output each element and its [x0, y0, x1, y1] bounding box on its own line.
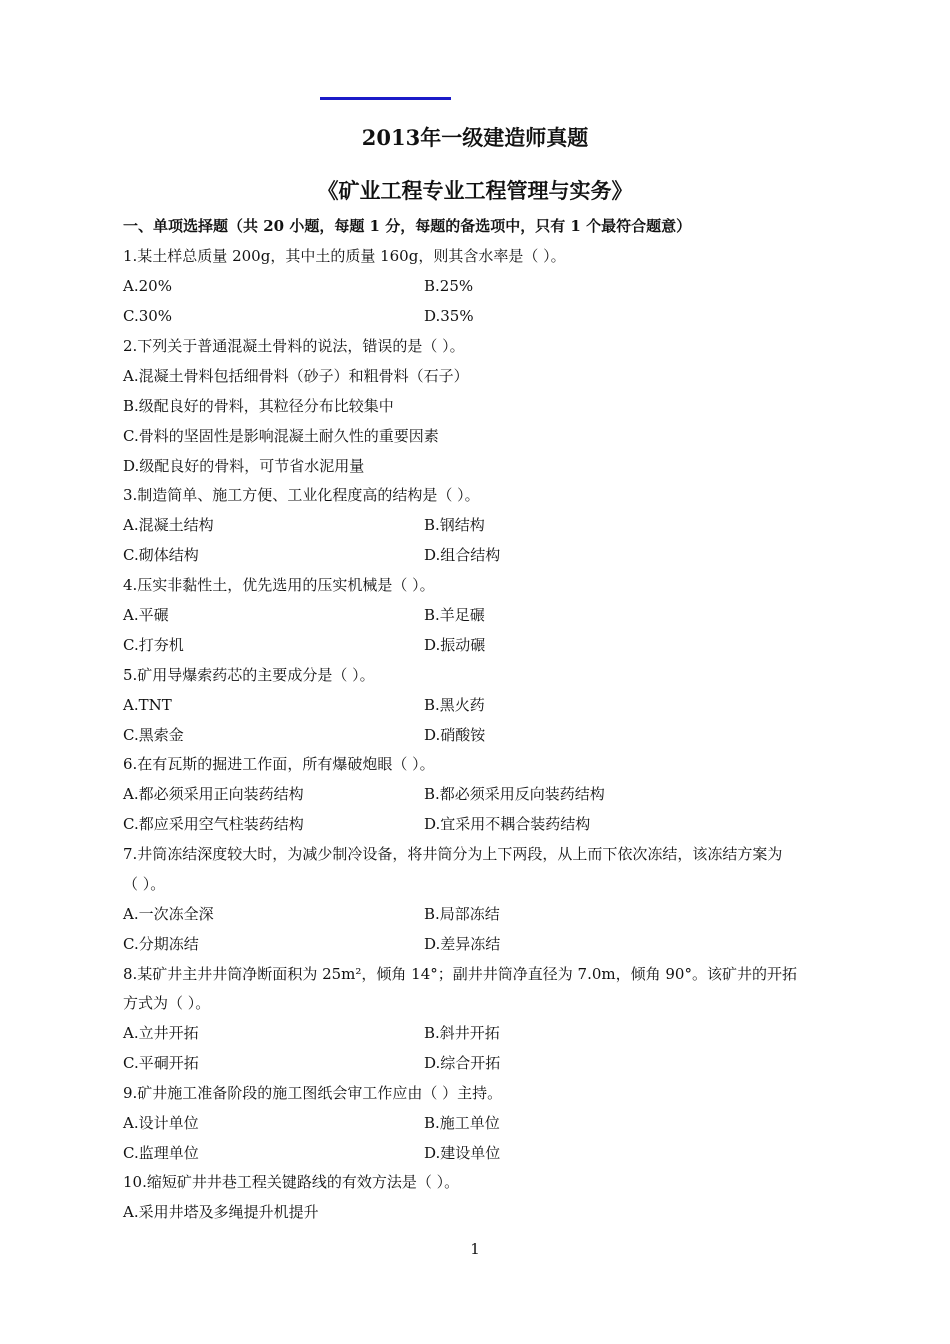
option-a: A.一次冻全深: [123, 905, 214, 923]
option-d: D.综合开拓: [424, 1054, 501, 1072]
header-rule: [320, 97, 451, 100]
option-a: A.都必须采用正向装药结构: [123, 785, 304, 803]
option-b: B.级配良好的骨料，其粒径分布比较集中: [123, 397, 394, 415]
option-a: A.20%: [123, 277, 172, 295]
question-stem: 9.矿井施工准备阶段的施工图纸会审工作应由（ ）主持。: [123, 1084, 503, 1102]
option-d: D.宜采用不耦合装药结构: [424, 815, 591, 833]
question-stem-continued: （ ）。: [123, 875, 166, 893]
question-stem: 6.在有瓦斯的掘进工作面，所有爆破炮眼（ ）。: [123, 755, 435, 773]
option-c: C.打夯机: [123, 636, 184, 654]
question-stem: 1.某土样总质量 200g，其中土的质量 160g，则其含水率是（ ）。: [123, 247, 566, 265]
option-c: C.砌体结构: [123, 546, 199, 564]
option-a: A.平碾: [123, 606, 169, 624]
option-b: B.局部冻结: [424, 905, 500, 923]
option-b: B.施工单位: [424, 1114, 500, 1132]
option-b: B.25%: [424, 277, 474, 295]
option-c: C.监理单位: [123, 1144, 199, 1162]
option-b: B.羊足碾: [424, 606, 485, 624]
question-stem: 7.井筒冻结深度较大时，为减少制冷设备，将井筒分为上下两段，从上而下依次冻结，该冻结方案为: [123, 845, 783, 863]
option-a: A.混凝土骨料包括细骨料（砂子）和粗骨料（石子）: [123, 367, 469, 385]
option-b: B.斜井开拓: [424, 1024, 500, 1042]
question-stem: 3.制造简单、施工方便、工业化程度高的结构是（ ）。: [123, 486, 480, 504]
option-d: D.振动碾: [424, 636, 486, 654]
option-a: A.采用井塔及多绳提升机提升: [123, 1203, 319, 1221]
page-title: 2013年一级建造师真题: [361, 125, 589, 150]
option-b: B.钢结构: [424, 516, 485, 534]
option-b: B.黑火药: [424, 696, 485, 714]
option-c: C.都应采用空气柱装药结构: [123, 815, 304, 833]
page-number: 1: [470, 1240, 480, 1258]
option-c: C.黑索金: [123, 726, 184, 744]
option-d: D.35%: [424, 307, 474, 325]
question-stem: 5.矿用导爆索药芯的主要成分是（ ）。: [123, 666, 375, 684]
page-subtitle: 《矿业工程专业工程管理与实务》: [317, 178, 633, 203]
option-c: C.骨料的坚固性是影响混凝土耐久性的重要因素: [123, 427, 439, 445]
option-c: C.平硐开拓: [123, 1054, 199, 1072]
section-heading: 一、单项选择题（共 20 小题，每题 1 分，每题的备选项中，只有 1 个最符合题意）: [123, 217, 692, 235]
option-d: D.建设单位: [424, 1144, 501, 1162]
question-stem-continued: 方式为（ ）。: [123, 994, 211, 1012]
question-stem: 2.下列关于普通混凝土骨料的说法，错误的是（ ）。: [123, 337, 465, 355]
question-stem: 4.压实非黏性土，优先选用的压实机械是（ ）。: [123, 576, 435, 594]
option-c: C.分期冻结: [123, 935, 199, 953]
option-a: A.TNT: [123, 696, 172, 714]
option-d: D.硝酸铵: [424, 726, 486, 744]
option-a: A.设计单位: [123, 1114, 199, 1132]
option-a: A.立井开拓: [123, 1024, 199, 1042]
option-b: B.都必须采用反向装药结构: [424, 785, 605, 803]
option-c: C.30%: [123, 307, 173, 325]
option-d: D.级配良好的骨料，可节省水泥用量: [123, 457, 365, 475]
question-stem: 8.某矿井主井井筒净断面积为 25m²，倾角 14°；副井井筒净直径为 7.0m，倾角 90°。该矿井的开拓: [123, 965, 797, 983]
option-d: D.组合结构: [424, 546, 501, 564]
question-stem: 10.缩短矿井井巷工程关键路线的有效方法是（ ）。: [123, 1173, 460, 1191]
option-d: D.差异冻结: [424, 935, 501, 953]
option-a: A.混凝土结构: [123, 516, 214, 534]
